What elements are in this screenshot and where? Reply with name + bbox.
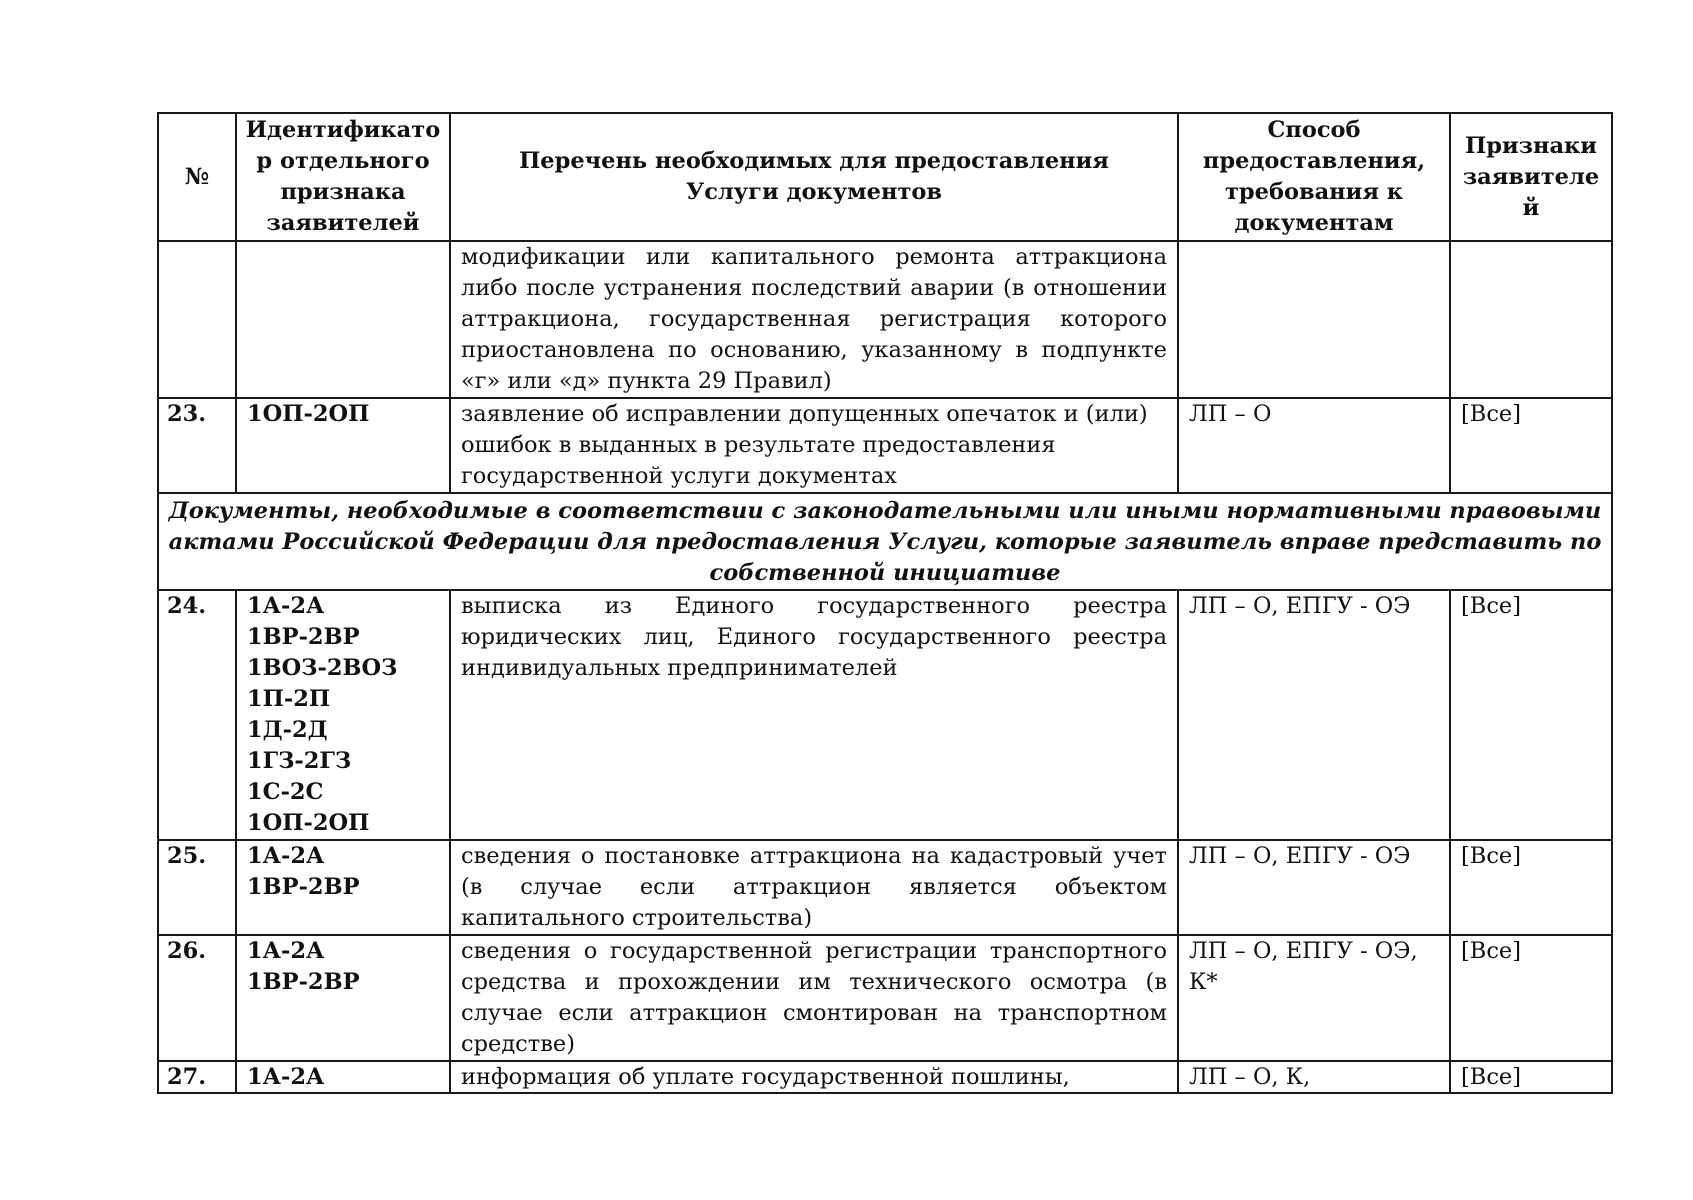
header-number: № bbox=[158, 113, 236, 241]
row-document-text: выписка из Единого государственного реестра юридических лиц, Единого государственного реестра индивидуальных предпринимателей bbox=[450, 590, 1178, 840]
row-document-text: заявление об исправлении допущенных опечаток и (или) ошибок в выданных в результате предоставления государственной услуги документах bbox=[450, 398, 1178, 493]
row-id-item: 1ОП-2ОП bbox=[247, 401, 370, 427]
row-method: ЛП – О, ЕПГУ - ОЭ bbox=[1178, 840, 1450, 935]
row-id-item: 1ВОЗ-2ВОЗ bbox=[247, 655, 398, 681]
row-signs: [Все] bbox=[1450, 935, 1612, 1061]
table-row-continuation bbox=[158, 241, 1612, 398]
row-id-item: 1А-2А bbox=[247, 843, 325, 869]
row-signs: [Все] bbox=[1450, 840, 1612, 935]
row-id-item: 1ВР-2ВР bbox=[247, 624, 360, 650]
header-applicant-signs: Признаки заявителе й bbox=[1450, 113, 1612, 241]
row-number: 25. bbox=[158, 840, 236, 935]
table-row-27 bbox=[158, 1061, 1612, 1093]
row-id-item: 1А-2А bbox=[247, 938, 325, 964]
row-id-item: 1П-2П bbox=[247, 686, 331, 712]
row-id-item: 1ГЗ-2ГЗ bbox=[247, 748, 352, 774]
row-document-text: сведения о постановке аттракциона на кадастровый учет (в случае если аттракцион является объектом капитального строительства) bbox=[450, 840, 1178, 935]
row-method: ЛП – О, К, bbox=[1178, 1061, 1450, 1093]
table-row-26 bbox=[158, 935, 1612, 1061]
row-id-item: 1С-2С bbox=[247, 779, 324, 805]
row-id-item: 1А-2А bbox=[247, 593, 325, 619]
table-row-25 bbox=[158, 840, 1612, 935]
row-number: 24. bbox=[158, 590, 236, 840]
header-documents: Перечень необходимых для предоставления Услуги документов bbox=[450, 113, 1178, 241]
row-ids bbox=[236, 935, 450, 1061]
row-number: 26. bbox=[158, 935, 236, 1061]
row-ids bbox=[236, 1061, 450, 1093]
row-id-cell bbox=[236, 241, 450, 398]
row-number-cell bbox=[158, 241, 236, 398]
row-method: ЛП – О bbox=[1178, 398, 1450, 493]
row-number: 27. bbox=[158, 1061, 236, 1093]
header-applicant-id: Идентификато р отдельного признака заявителей bbox=[236, 113, 450, 241]
row-ids bbox=[236, 840, 450, 935]
row-ids bbox=[236, 398, 450, 493]
table-row-24 bbox=[158, 590, 1612, 840]
row-id-item: 1Д-2Д bbox=[247, 717, 328, 743]
row-signs: [Все] bbox=[1450, 590, 1612, 840]
row-method-cell bbox=[1178, 241, 1450, 398]
row-number: 23. bbox=[158, 398, 236, 493]
row-document-text: модификации или капитального ремонта аттракциона либо после устранения последствий аварии (в отношении аттракциона, государственная регистрация которого приостановлена по основанию, указанному в подпункте «г» или «д» пункта 29 Правил) bbox=[450, 241, 1178, 398]
row-signs: [Все] bbox=[1450, 1061, 1612, 1093]
table-row-23 bbox=[158, 398, 1612, 493]
row-signs: [Все] bbox=[1450, 398, 1612, 493]
section-heading: Документы, необходимые в соответствии с законодательными или иными нормативными правовыми актами Российской Федерации для предоставления Услуги, которые заявитель вправе представить по собственной инициативе bbox=[158, 493, 1612, 590]
row-ids bbox=[236, 590, 450, 840]
row-document-text: сведения о государственной регистрации транспортного средства и прохождении им технического осмотра (в случае если аттракцион смонтирован на транспортном средстве) bbox=[450, 935, 1178, 1061]
row-id-item: 1ВР-2ВР bbox=[247, 969, 360, 995]
documents-table bbox=[157, 112, 1613, 1094]
table-header-row bbox=[158, 113, 1612, 241]
section-heading-row bbox=[158, 493, 1612, 590]
row-method: ЛП – О, ЕПГУ - ОЭ, К* bbox=[1178, 935, 1450, 1061]
row-id-item: 1А-2А bbox=[247, 1064, 325, 1090]
row-signs-cell bbox=[1450, 241, 1612, 398]
row-document-text: информация об уплате государственной пошлины, bbox=[450, 1061, 1178, 1093]
row-method: ЛП – О, ЕПГУ - ОЭ bbox=[1178, 590, 1450, 840]
header-method: Способ предоставления, требования к документам bbox=[1178, 113, 1450, 241]
row-id-item: 1ОП-2ОП bbox=[247, 810, 370, 836]
row-id-item: 1ВР-2ВР bbox=[247, 874, 360, 900]
